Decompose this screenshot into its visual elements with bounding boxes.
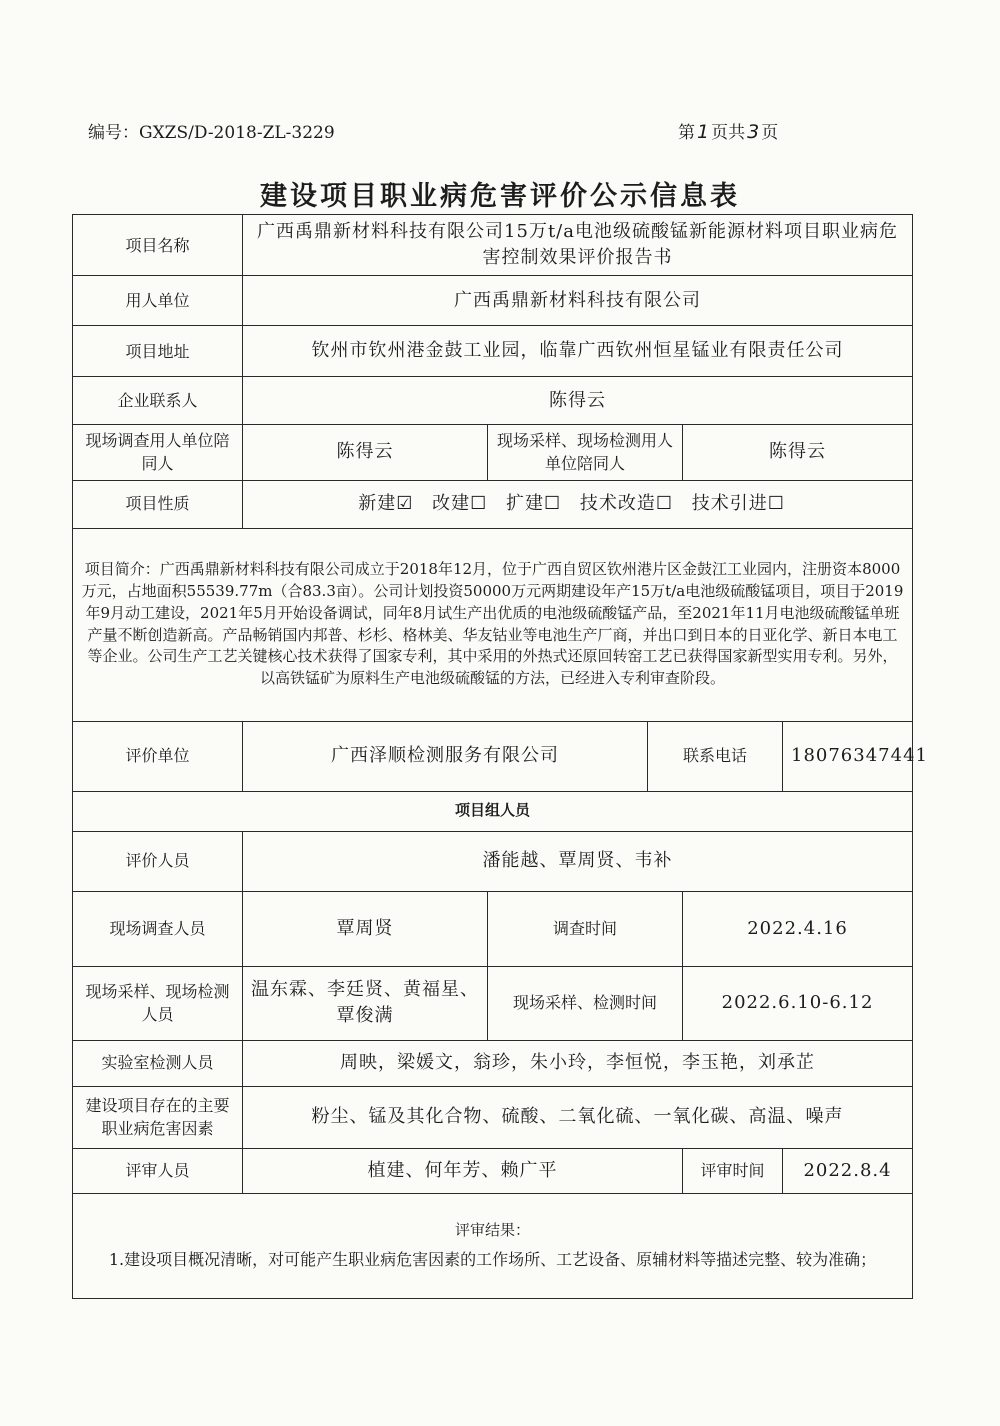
survey-accompany-value: 陈得云 — [243, 425, 488, 480]
row-review — [73, 1148, 913, 1193]
page-current: 1 — [697, 121, 710, 143]
nature-option-tech-upgrade: 技术改造☐ — [579, 493, 673, 515]
phone-label: 联系电话 — [648, 721, 783, 791]
nature-option-expand: 扩建☐ — [505, 493, 562, 515]
address-label: 项目地址 — [73, 326, 243, 377]
row-lab — [73, 1040, 913, 1086]
result-item-1: 1.建设项目概况清晰，对可能产生职业病危害因素的工作场所、工艺设备、原辅材料等描述完整、较为准确； — [108, 1249, 877, 1269]
evaluators-label: 评价人员 — [73, 831, 243, 891]
project-name-label: 项目名称 — [73, 215, 243, 276]
row-hazards — [73, 1086, 913, 1148]
evaluator-value: 广西泽顺检测服务有限公司 — [243, 721, 648, 791]
review-value: 植建、何年芳、赖广平 — [243, 1148, 683, 1193]
group-title: 项目组人员 — [73, 791, 913, 831]
review-result — [73, 1193, 913, 1298]
evaluator-label: 评价单位 — [73, 721, 243, 791]
row-group-title — [73, 791, 913, 831]
surveyors-label: 现场调查人员 — [73, 891, 243, 966]
row-evaluator — [73, 721, 913, 791]
nature-option-new: 新建☑ — [358, 493, 414, 515]
row-nature — [73, 480, 913, 528]
row-intro — [73, 528, 913, 721]
result-title: 评审结果： — [455, 1221, 531, 1240]
nature-option-rebuild: 改建☐ — [432, 493, 488, 515]
row-samplers — [73, 966, 913, 1040]
document-number: 编号：GXZS/D-2018-ZL-3229 — [88, 123, 335, 143]
row-address — [73, 326, 913, 377]
row-contact — [73, 377, 913, 425]
project-intro: 项目简介：广西禹鼎新材料科技有限公司成立于2018年12月，位于广西自贸区钦州港片区金鼓江工业园内，注册资本8000万元，占地面积55539.77m（合83.3亩）。公司计划投资50000万元两期建设年产15万t/a电池级硫酸锰项目，项目于2019年9月动工建设，2021年5月开始设备调试，同年8月试生产出优质的电池级硫酸锰产品，至2021年11月电池级硫酸锰单班产量不断创造新高。产品畅销国内邦普、杉杉、格林美、华友钴业等电池生产厂商，并出口到日本的日亚化学、新日本电工等企业。公司生产工艺关键核心技术获得了国家专利，其中采用的外热式还原回转窑工艺已获得国家新型实用专利。另外，以高铁锰矿为原料生产电池级硫酸锰的方法，已经进入专利审查阶段。 — [73, 528, 913, 721]
row-surveyors — [73, 891, 913, 966]
nature-label: 项目性质 — [73, 480, 243, 528]
review-time-value: 2022.8.4 — [783, 1148, 913, 1193]
lab-value: 周映，梁媛文，翁珍，朱小玲，李恒悦，李玉艳，刘承芷 — [243, 1040, 913, 1086]
hazards-value: 粉尘、锰及其化合物、硫酸、二氧化硫、一氧化碳、高温、噪声 — [243, 1086, 913, 1148]
review-time-label: 评审时间 — [683, 1148, 783, 1193]
form-title: 建设项目职业病危害评价公示信息表 — [260, 181, 740, 212]
survey-accompany-label: 现场调查用人单位陪同人 — [73, 425, 243, 480]
review-label: 评审人员 — [73, 1148, 243, 1193]
employer-value: 广西禹鼎新材料科技有限公司 — [243, 276, 913, 326]
sampling-time-label: 现场采样、检测时间 — [488, 966, 683, 1040]
row-accompany — [73, 425, 913, 480]
employer-label: 用人单位 — [73, 276, 243, 326]
contact-value: 陈得云 — [243, 377, 913, 425]
nature-options — [243, 480, 913, 528]
row-employer — [73, 276, 913, 326]
hazards-label: 建设项目存在的主要职业病危害因素 — [73, 1086, 243, 1148]
survey-time-value: 2022.4.16 — [683, 891, 913, 966]
phone-value: 18076347441 — [783, 721, 913, 791]
row-result — [73, 1193, 913, 1298]
page-indicator: 第 1 页共 3 页 — [678, 121, 779, 143]
samplers-value: 温东霖、李廷贤、黄福星、覃俊满 — [243, 966, 488, 1040]
contact-label: 企业联系人 — [73, 377, 243, 425]
project-name-value: 广西禹鼎新材料科技有限公司15万t/a电池级硫酸锰新能源材料项目职业病危害控制效果评价报告书 — [243, 215, 913, 276]
nature-option-tech-import: 技术引进☐ — [691, 493, 785, 515]
samplers-label: 现场采样、现场检测人员 — [73, 966, 243, 1040]
sampling-accompany-value: 陈得云 — [683, 425, 913, 480]
address-value: 钦州市钦州港金鼓工业园，临靠广西钦州恒星锰业有限责任公司 — [243, 326, 913, 377]
sampling-accompany-label: 现场采样、现场检测用人单位陪同人 — [488, 425, 683, 480]
surveyors-value: 覃周贤 — [243, 891, 488, 966]
info-table — [72, 214, 928, 1299]
page-total: 3 — [747, 121, 760, 143]
sampling-time-value: 2022.6.10-6.12 — [683, 966, 913, 1040]
survey-time-label: 调查时间 — [488, 891, 683, 966]
row-evaluators — [73, 831, 913, 891]
evaluators-value: 潘能越、覃周贤、韦补 — [243, 831, 913, 891]
lab-label: 实验室检测人员 — [73, 1040, 243, 1086]
row-project-name — [73, 215, 913, 276]
